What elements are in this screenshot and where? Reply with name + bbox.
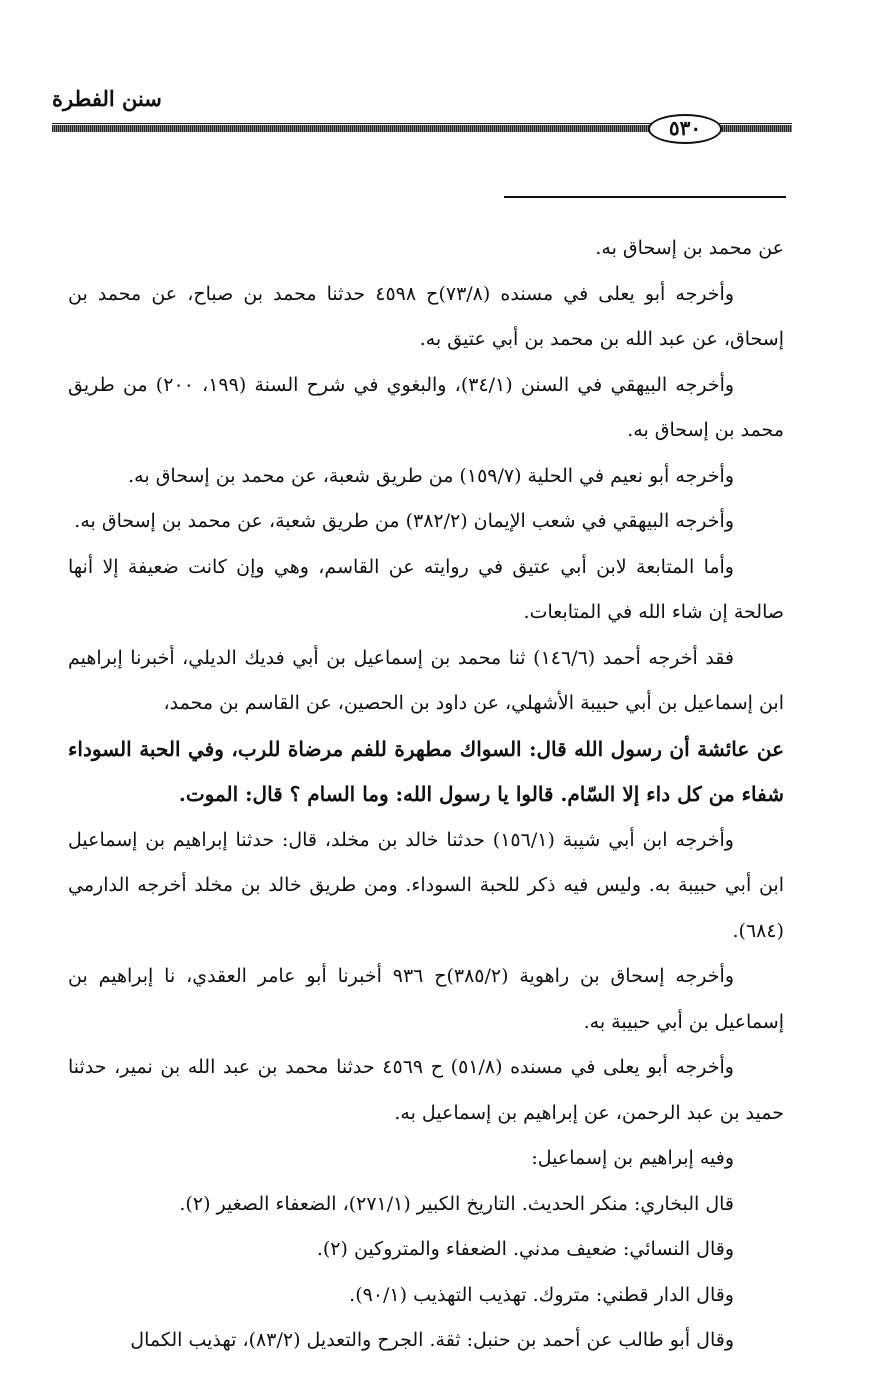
paragraph: وأخرجه إسحاق بن راهوية (٣٨٥/٢)ح ٩٣٦ أخبرنا أبو عامر العقدي، نا إبراهيم بن إسماعيل بن أبي حبيبة به. [68, 965, 784, 1033]
paragraph: وأخرجه أبو يعلى في مسنده (٥١/٨) ح ٤٥٦٩ حدثنا محمد بن عبد الله بن نمير، حدثنا حميد بن عبد الرحمن، عن إبراهيم بن إسماعيل به. [68, 1056, 784, 1124]
paragraph: وقال النسائي: ضعيف مدني. الضعفاء والمتروكين (٢). [316, 1238, 734, 1260]
paragraph: وأخرجه ابن أبي شيبة (١٥٦/١) حدثنا خالد بن مخلد، قال: حدثنا إبراهيم بن إسماعيل ابن أبي حبيبة به. وليس فيه ذكر للحبة السوداء. ومن طريق خالد بن مخلد أخرجه الدارمي (٦٨٤). [68, 828, 784, 942]
running-title: سنن الفطرة [52, 86, 162, 111]
footnote-separator [504, 196, 786, 198]
paragraph: فقد أخرجه أحمد (١٤٦/٦) ثنا محمد بن إسماعيل بن أبي فديك الديلي، أخبرنا إبراهيم ابن إسماعيل بن أبي حبيبة الأشهلي، عن داود بن الحصين، عن القاسم بن محمد، [68, 646, 784, 714]
page-number-oval: ٥٣٠ [648, 114, 722, 144]
body-text [68, 226, 784, 1364]
paragraph: قال البخاري: منكر الحديث. التاريخ الكبير (٢٧١/١)، الضعفاء الصغير (٢). [179, 1192, 734, 1215]
paragraph: وأخرجه أبو يعلى في مسنده (٧٣/٨)ح ٤٥٩٨ حدثنا محمد بن صباح، عن محمد بن إسحاق، عن عبد الله بن محمد بن أبي عتيق به. [68, 282, 784, 350]
paragraph: وفيه إبراهيم بن إسماعيل: [531, 1147, 734, 1169]
hadith-text: عن عائشة أن رسول الله قال: السواك مطهرة للفم مرضاة للرب، وفي الحبة السوداء شفاء من كل داء إلا السّام. قالوا يا رسول الله: وما السام ؟ قال: الموت. [68, 736, 784, 806]
paragraph: وأخرجه البيهقي في شعب الإيمان (٣٨٢/٢) من طريق شعبة، عن محمد بن إسحاق به. [74, 510, 734, 532]
paragraph: وأخرجه أبو نعيم في الحلية (١٥٩/٧) من طريق شعبة، عن محمد بن إسحاق به. [128, 464, 734, 487]
paragraph: وأخرجه البيهقي في السنن (٣٤/١)، والبغوي في شرح السنة (١٩٩، ٢٠٠) من طريق محمد بن إسحاق به. [68, 373, 784, 441]
paragraph: وقال الدار قطني: متروك. تهذيب التهذيب (٩٠/١). [349, 1283, 734, 1306]
paragraph: وأما المتابعة لابن أبي عتيق في روايته عن القاسم، وهي وإن كانت ضعيفة إلا أنها صالحة إن شاء الله في المتابعات. [68, 555, 784, 623]
paragraph: عن محمد بن إسحاق به. [595, 237, 784, 259]
paragraph: وقال أبو طالب عن أحمد بن حنبل: ثقة. الجرح والتعديل (٨٣/٢)، تهذيب الكمال [130, 1329, 734, 1351]
